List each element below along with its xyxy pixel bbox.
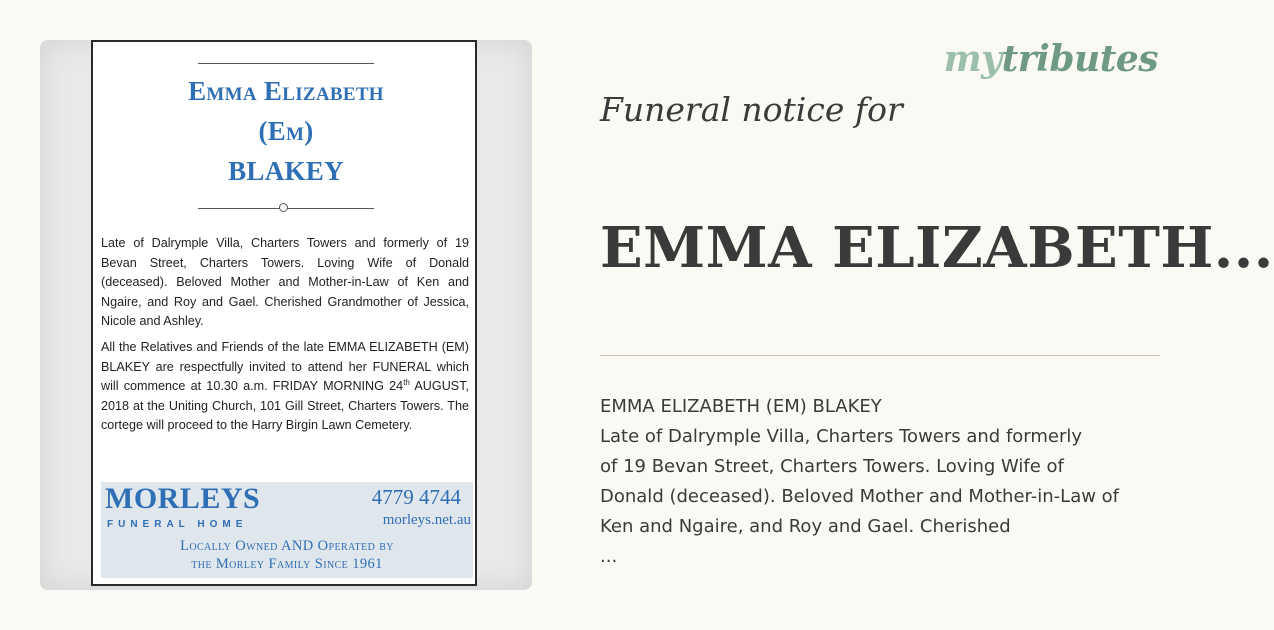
ordinal-suffix: th [403,377,410,387]
mytributes-logo[interactable] [944,38,1158,80]
summary-line: Ken and Ngaire, and Roy and Gael. Cherished [600,516,1011,537]
notice-name-line2: (Em) [258,116,314,146]
notice-paragraph-1: Late of Dalrymple Villa, Charters Towers and formerly of 19 Bevan Street, Charters Towers. Loving Wife of Donald (deceased). Beloved Mother and Mother-in-Law of Ken and Ngaire, and Roy and Gael. Cherished Grandmother of Jessica, Nicole and Ashley. [101,236,469,328]
funeral-home-phone: 4779 4744 [371,485,461,509]
notice-paragraph-2 [101,338,469,436]
funeral-home-website: morleys.net.au [382,512,471,528]
ad-tagline-2: the Morley Family Since 1961 [191,556,383,572]
top-divider [198,63,374,64]
ad-tagline-1: Locally Owned AND Operated by [180,538,394,554]
notice-paragraph-2-start: All the Relatives and Friends of the late EMMA ELIZABETH (EM) BLAKEY are respectfully invited to attend her FUNERAL which will commence at 10.30 a.m. FRIDAY MORNING 24 [101,340,469,393]
notice-paragraph-2-end: AUGUST, 2018 at the Uniting Church, 101 Gill Street, Charters Towers. The cortege will proceed to the Harry Birgin Lawn Cemetery. [101,379,469,432]
funeral-notice-image[interactable] [91,40,477,586]
deceased-name-title: EMMA ELIZABETH... [600,215,1274,281]
brand-part-tributes: tributes [1001,38,1158,80]
summary-line: Late of Dalrymple Villa, Charters Towers and formerly [600,426,1083,447]
brand-part-my: my [943,38,1002,80]
section-divider [600,355,1160,356]
summary-line: of 19 Bevan Street, Charters Towers. Loving Wife of [600,456,1064,477]
funeral-home-subtitle: FUNERAL HOME [107,519,248,530]
notice-name-line3: BLAKEY [228,156,344,186]
ornament-circle-icon [279,203,288,212]
morleys-logo: MORLEYS [105,482,261,515]
notice-summary [600,392,1190,572]
summary-line: Donald (deceased). Beloved Mother and Mother-in-Law of [600,486,1120,507]
page-heading: Funeral notice for [600,90,903,129]
funeral-home-ad [101,482,473,578]
summary-line: EMMA ELIZABETH (EM) BLAKEY [600,396,882,417]
notice-name-line1: Emma Elizabeth [188,76,384,106]
summary-ellipsis: ... [600,546,618,567]
